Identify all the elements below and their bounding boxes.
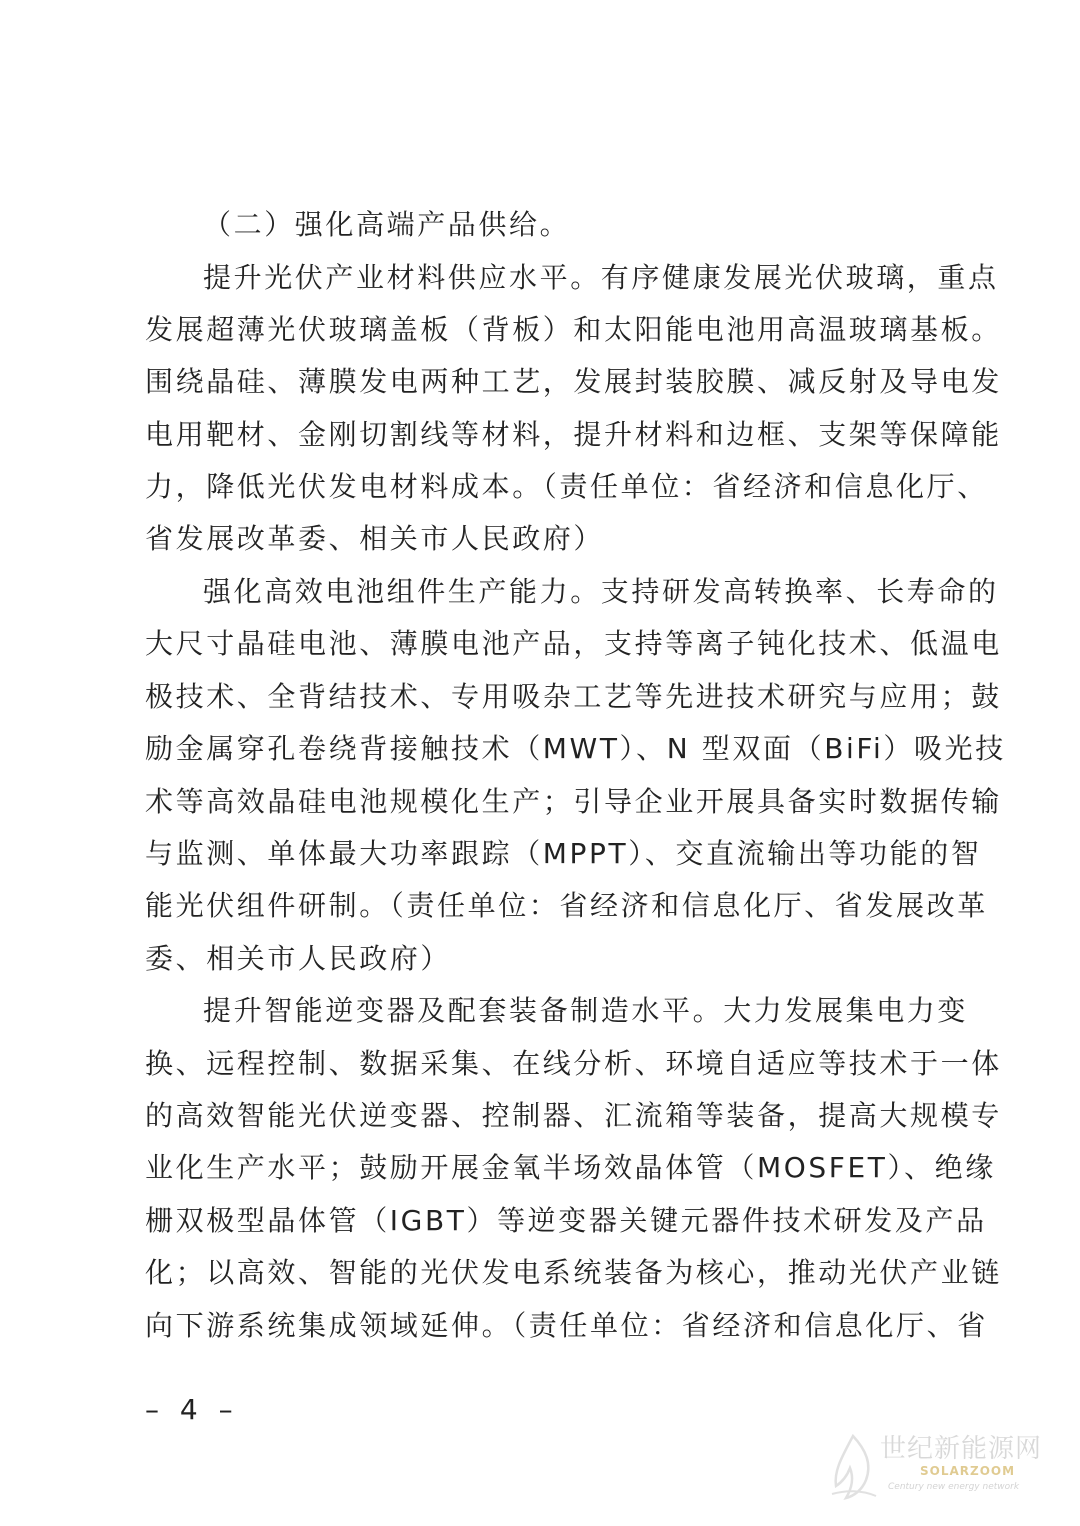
paragraph2-line: 术等高效晶硅电池规模化生产；引导企业开展具备实时数据传输: [145, 785, 1002, 818]
paragraph3-line: 业化生产水平；鼓励开展金氧半场效晶体管（MOSFET）、绝缘: [145, 1151, 996, 1184]
paragraph2-line: 能光伏组件研制。（责任单位：省经济和信息化厅、省发展改革: [145, 889, 988, 922]
section-heading: （二）强化高端产品供给。: [203, 208, 571, 241]
paragraph1-line: 发展超薄光伏玻璃盖板（背板）和太阳能电池用高温玻璃基板。: [145, 313, 1002, 346]
paragraph1-line: 电用靶材、金刚切割线等材料，提升材料和边框、支架等保障能: [145, 418, 1002, 451]
paragraph2-line: 大尺寸晶硅电池、薄膜电池产品，支持等离子钝化技术、低温电: [145, 627, 1002, 660]
paragraph3-line: 换、远程控制、数据采集、在线分析、环境自适应等技术于一体: [145, 1047, 1002, 1080]
paragraph1-line: 提升光伏产业材料供应水平。有序健康发展光伏玻璃，重点: [203, 261, 999, 294]
watermark-chinese-name: 世纪新能源网: [880, 1434, 1043, 1464]
paragraph1-line: 围绕晶硅、薄膜发电两种工艺，发展封装胶膜、减反射及导电发: [145, 365, 1002, 398]
paragraph2-line: 与监测、单体最大功率跟踪（MPPT）、交直流输出等功能的智: [145, 837, 982, 870]
paragraph2-line: 极技术、全背结技术、专用吸杂工艺等先进技术研究与应用；鼓: [145, 680, 1002, 713]
paragraph3-line: 化；以高效、智能的光伏发电系统装备为核心，推动光伏产业链: [145, 1256, 1002, 1289]
paragraph3-line: 栅双极型晶体管（IGBT）等逆变器关键元器件技术研发及产品: [145, 1204, 987, 1237]
paragraph1-line: 力，降低光伏发电材料成本。（责任单位：省经济和信息化厅、: [145, 470, 988, 503]
watermark: [822, 1426, 1052, 1508]
paragraph2-line: 委、相关市人民政府）: [145, 942, 452, 975]
watermark-subtitle: Century new energy network: [888, 1482, 1020, 1492]
paragraph1-line: 省发展改革委、相关市人民政府）: [145, 522, 605, 555]
paragraph3-line: 的高效智能光伏逆变器、控制器、汇流箱等装备，提高大规模专: [145, 1099, 1002, 1132]
solarzoom-logo-icon: [822, 1432, 884, 1502]
page-number: – 4 –: [145, 1393, 239, 1426]
paragraph2-line: 励金属穿孔卷绕背接触技术（MWT）、N 型双面（BiFi）吸光技: [145, 732, 1006, 765]
paragraph3-line: 提升智能逆变器及配套装备制造水平。大力发展集电力变: [203, 994, 969, 1027]
watermark-brand: SOLARZOOM: [920, 1464, 1016, 1478]
paragraph3-line: 向下游系统集成领域延伸。（责任单位：省经济和信息化厅、省: [145, 1309, 988, 1342]
paragraph2-line: 强化高效电池组件生产能力。支持研发高转换率、长寿命的: [203, 575, 999, 608]
